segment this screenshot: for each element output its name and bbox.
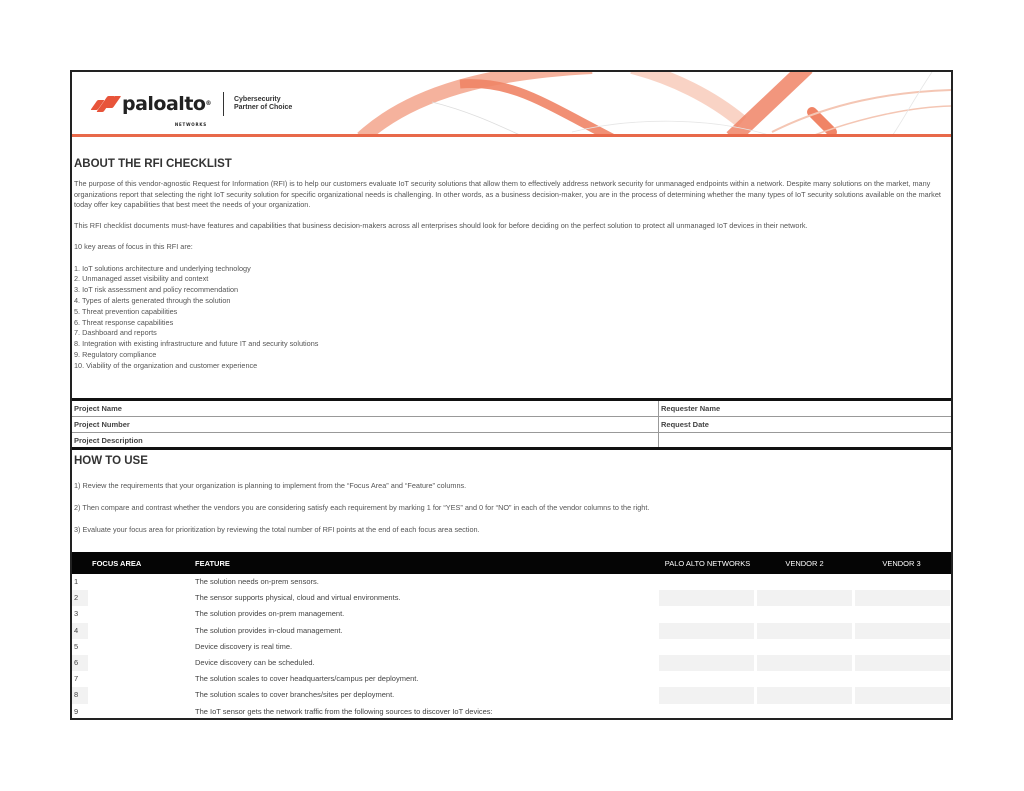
vendor3-score-cell[interactable] [855, 655, 950, 671]
vendor2-score-cell[interactable] [757, 639, 852, 655]
logo-divider [223, 92, 224, 116]
vendor3-score-cell[interactable] [855, 639, 950, 655]
how-to-step-3: 3) Evaluate your focus area for prioritization by reviewing the total number of RFI points at the end of each focus area section. [74, 525, 480, 534]
how-to-step-1: 1) Review the requirements that your organization is planning to implement from the “Focus Area” and “Feature” columns. [74, 481, 467, 490]
row-number: 9 [74, 706, 79, 716]
focus-area-item: 2. Unmanaged asset visibility and context [74, 274, 209, 284]
about-paragraph-2: This RFI checklist documents must-have features and capabilities that business decision-makers across all enterprises should look for before deciding on the perfect solution to protect all unmanaged IoT devices in their network. [74, 221, 808, 231]
vendor2-score-cell[interactable] [757, 590, 852, 606]
banner-accent-rule [72, 134, 951, 137]
vendor2-score-cell[interactable] [757, 623, 852, 639]
table-row [72, 671, 951, 687]
vendor2-score-cell[interactable] [757, 606, 852, 622]
table-row [72, 623, 951, 639]
column-header-vendor1: PALO ALTO NETWORKS [664, 558, 751, 568]
column-header-focus-area: FOCUS AREA [92, 558, 142, 568]
table-row [72, 606, 951, 622]
about-title: ABOUT THE RFI CHECKLIST [74, 158, 232, 170]
vendor3-score-cell[interactable] [855, 590, 950, 606]
row-number: 8 [72, 687, 192, 703]
row-feature: The solution scales to cover branches/sites per deployment. [192, 687, 659, 703]
how-to-step-2: 2) Then compare and contrast whether the vendors you are considering satisfy each requirement by marking 1 for “YES” and 0 for “NO” in each of the vendor columns to the right. [74, 503, 650, 512]
row-feature: The solution needs on-prem sensors. [195, 577, 319, 586]
table-row [72, 687, 951, 703]
focus-area-item: 4. Types of alerts generated through the solution [74, 295, 231, 305]
row-number: 5 [74, 641, 79, 651]
tagline-line2: Partner of Choice [233, 104, 293, 111]
vendor3-score-cell[interactable] [855, 687, 950, 703]
rfi-feature-table [72, 552, 951, 720]
row-number: 7 [74, 674, 79, 684]
column-header-feature: FEATURE [195, 558, 230, 568]
vendor1-score-cell[interactable] [659, 590, 754, 606]
brand-name: paloalto [122, 93, 206, 115]
column-header-vendor2: VENDOR 2 [785, 558, 824, 568]
focus-area-item: 3. IoT risk assessment and policy recommendation [74, 285, 239, 295]
focus-area-item: 5. Threat prevention capabilities [74, 306, 178, 316]
focus-area-item: 10. Viability of the organization and customer experience [74, 360, 258, 370]
row-feature: The solution provides in-cloud management. [192, 623, 659, 639]
tagline-line1: Cybersecurity [233, 96, 281, 103]
about-section [72, 138, 951, 398]
row-feature: The solution scales to cover headquarters/campus per deployment. [195, 674, 419, 684]
about-paragraph-3: 10 key areas of focus in this RFI are: [74, 241, 193, 251]
brand-sub: NETWORKS [174, 122, 207, 127]
vendor1-score-cell[interactable] [659, 671, 754, 687]
row-feature: Device discovery can be scheduled. [192, 655, 659, 671]
how-to-use-title: HOW TO USE [74, 455, 148, 467]
row-feature: The IoT sensor gets the network traffic from the following sources to discover IoT devices: [195, 706, 493, 716]
focus-area-item: 6. Threat response capabilities [74, 317, 174, 327]
paloalto-logo-icon [88, 94, 118, 114]
vendor1-score-cell[interactable] [659, 655, 754, 671]
vendor1-score-cell[interactable] [659, 574, 754, 590]
row-feature: The sensor supports physical, cloud and virtual environments. [192, 590, 659, 606]
project-description-field[interactable]: Project Description [72, 433, 659, 449]
paloalto-logo [88, 92, 293, 127]
vendor3-score-cell[interactable] [855, 574, 950, 590]
table-row [72, 639, 951, 655]
project-info-grid [72, 401, 951, 449]
project-row [72, 401, 951, 417]
rfi-checklist-sheet [70, 70, 953, 720]
vendor1-score-cell[interactable] [659, 639, 754, 655]
focus-areas-list [74, 264, 949, 372]
brand-tagline [234, 96, 292, 112]
vendor2-score-cell[interactable] [757, 655, 852, 671]
table-row [72, 590, 951, 606]
table-row [72, 704, 951, 720]
row-number: 4 [72, 623, 192, 639]
table-row [72, 655, 951, 671]
vendor1-score-cell[interactable] [659, 623, 754, 639]
row-number: 6 [72, 655, 192, 671]
project-number-field[interactable]: Project Number [72, 417, 659, 432]
focus-area-item: 7. Dashboard and reports [74, 328, 157, 338]
vendor1-score-cell[interactable] [659, 606, 754, 622]
header-banner [72, 72, 951, 136]
row-number: 2 [72, 590, 192, 606]
vendor2-score-cell[interactable] [757, 574, 852, 590]
focus-area-item: 9. Regulatory compliance [74, 349, 157, 359]
row-feature: Device discovery is real time. [195, 641, 293, 651]
row-number: 3 [74, 609, 79, 619]
brand-wordmark: paloalto® NETWORKS [122, 94, 211, 114]
project-name-field[interactable]: Project Name [72, 401, 659, 416]
table-header [72, 552, 951, 574]
request-date-field[interactable]: Request Date [661, 420, 709, 429]
how-to-use-section [72, 450, 951, 535]
requester-name-field[interactable]: Requester Name [661, 404, 721, 413]
column-header-vendor3: VENDOR 3 [882, 558, 921, 568]
vendor3-score-cell[interactable] [855, 606, 950, 622]
focus-area-item: 1. IoT solutions architecture and underlying technology [74, 263, 251, 273]
about-paragraph-1: The purpose of this vendor-agnostic Request for Information (RFI) is to help our customers evaluate IoT security solutions that allow them to effectively address network security for unmanaged endpoints within a network. Despite many solutions on the market, many organizations report that selecting the right IoT security solution for specific organizational needs is challenging. In other words, as a business decision-maker, you are in the process of determining whether the many types of IoT security solutions available on the market today offer key capabilities that best meet the needs of your organization. [74, 179, 941, 210]
focus-area-item: 8. Integration with existing infrastructure and future IT and security solutions [74, 339, 319, 349]
vendor3-score-cell[interactable] [855, 623, 950, 639]
table-row [72, 574, 951, 590]
vendor1-score-cell[interactable] [659, 687, 754, 703]
row-number: 1 [74, 577, 79, 586]
vendor2-score-cell[interactable] [757, 671, 852, 687]
vendor2-score-cell[interactable] [757, 687, 852, 703]
vendor3-score-cell[interactable] [855, 671, 950, 687]
row-feature: The solution provides on-prem management. [195, 609, 345, 619]
project-row [72, 417, 951, 433]
